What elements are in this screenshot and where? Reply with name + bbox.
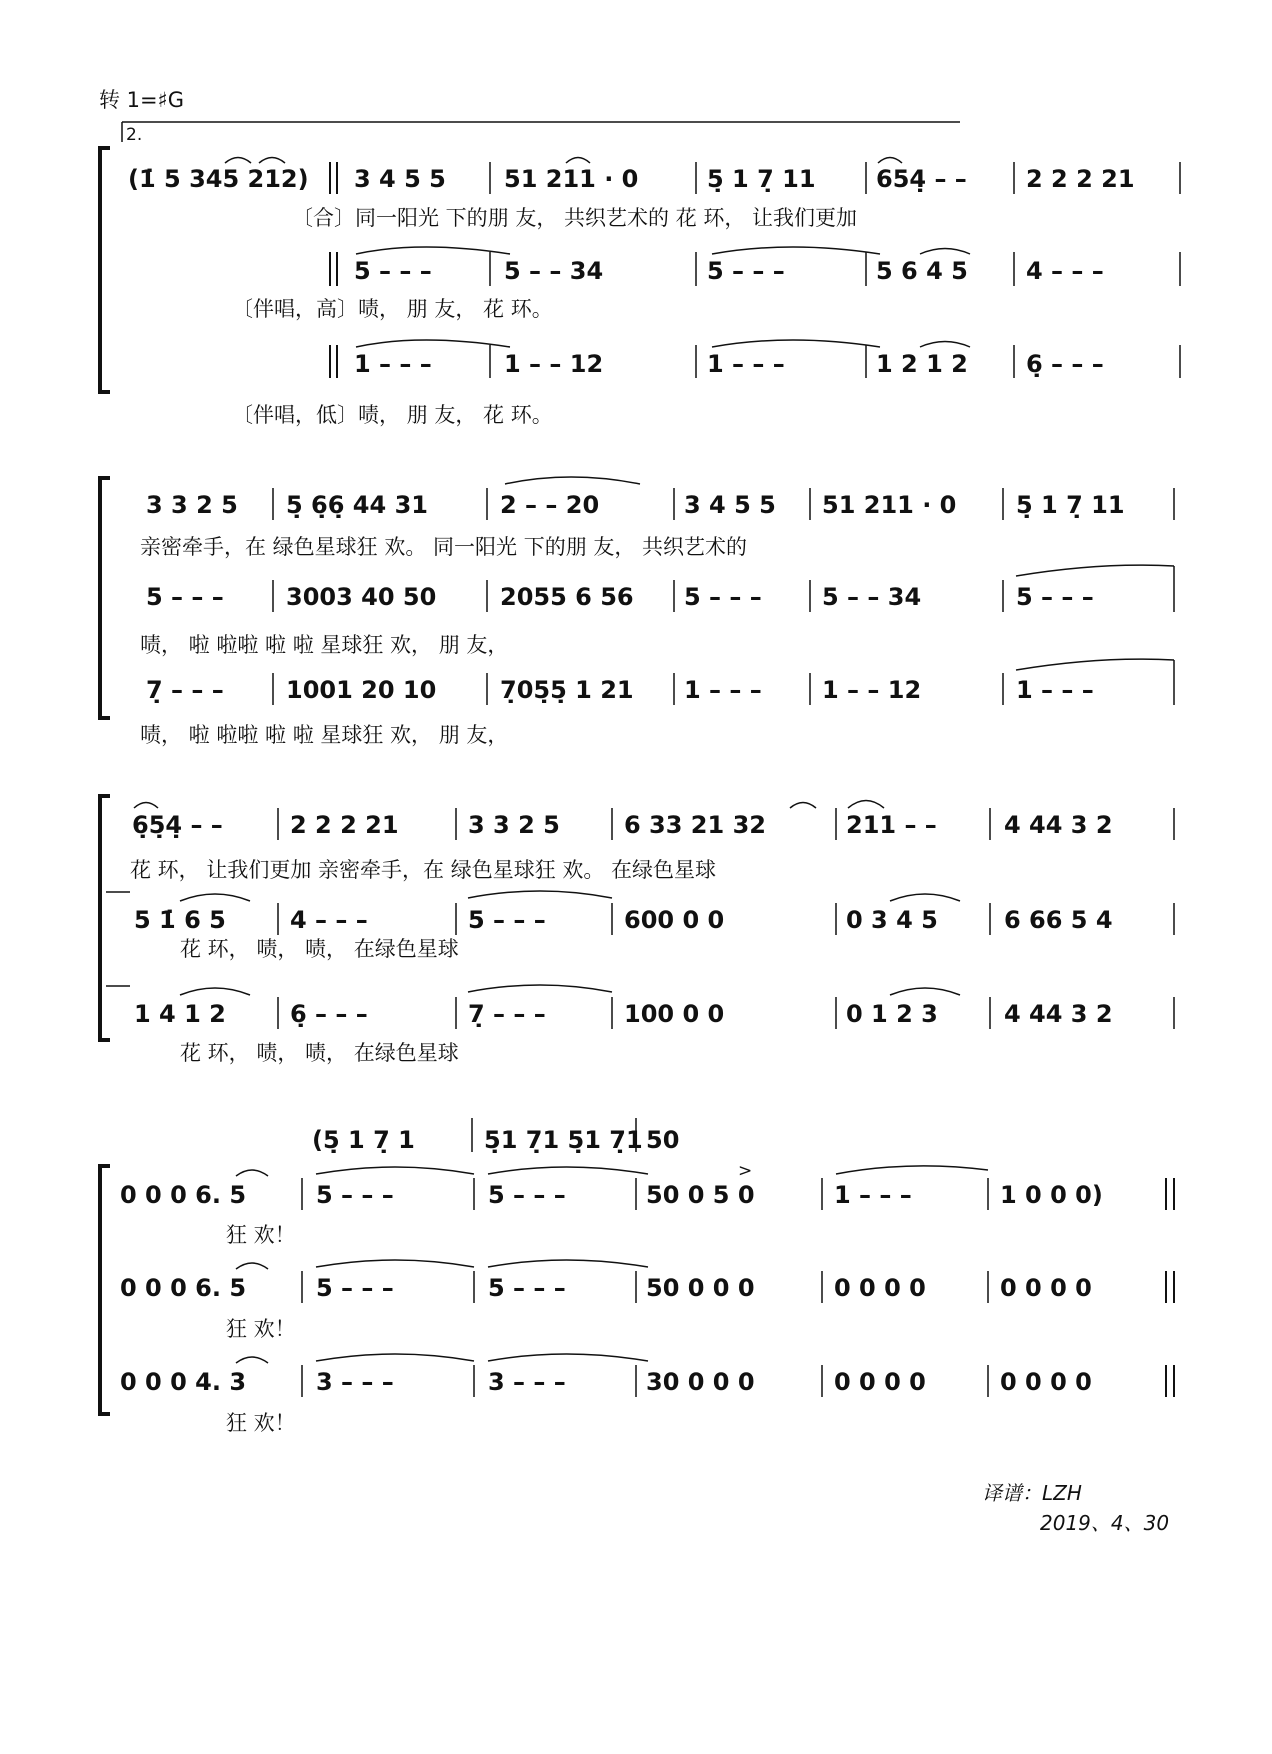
svg-text:100 0 0: 100 0 0 — [624, 1000, 725, 1028]
system-brace — [100, 478, 110, 718]
svg-text:5̣ 1 7̣ 11: 5̣ 1 7̣ 11 — [1016, 491, 1125, 519]
voice-2-lyrics: 〔伴唱，高〕啧， 朋 友， 花 环。 — [232, 297, 553, 321]
svg-text:1 – – 12: 1 – – 12 — [504, 350, 604, 378]
voice-1-notes — [120, 1161, 1174, 1210]
svg-text:6̣5̣4̣ – –: 6̣5̣4̣ – – — [132, 811, 223, 839]
volta-number: 2. — [126, 125, 143, 145]
svg-text:5̣ 6̣6̣ 44 31: 5̣ 6̣6̣ 44 31 — [286, 491, 428, 519]
svg-text:6̣ – – –: 6̣ – – – — [1026, 350, 1104, 378]
svg-text:50: 50 — [646, 1126, 680, 1154]
system-4 — [100, 1118, 1174, 1435]
accompaniment-notes — [312, 1118, 679, 1154]
voice-2-notes — [146, 565, 1174, 612]
svg-text:51 211 · 0: 51 211 · 0 — [822, 491, 957, 519]
svg-text:4 44 3 2: 4 44 3 2 — [1004, 811, 1113, 839]
transcription-date: 2019、4、30 — [1040, 1511, 1170, 1535]
voice-3-lyrics: 啧， 啦 啦啦 啦 啦 星球狂 欢， 朋 友， — [140, 723, 509, 747]
voice-3-lyrics: 狂 欢！ — [226, 1411, 296, 1435]
voice-3-notes — [330, 340, 1180, 378]
voice-2-notes — [330, 247, 1180, 286]
key-change-label: 转 1=♯G — [99, 88, 185, 112]
svg-text:5̣1 7̣1 5̣1 7̣1: 5̣1 7̣1 5̣1 7̣1 — [484, 1126, 643, 1154]
svg-text:0 0 0 0: 0 0 0 0 — [1000, 1274, 1092, 1302]
svg-text:3 – – –: 3 – – – — [488, 1368, 566, 1396]
voice-3-notes — [106, 985, 1174, 1029]
svg-text:4 – – –: 4 – – – — [290, 906, 368, 934]
svg-text:5 6 4 5: 5 6 4 5 — [876, 257, 968, 285]
svg-text:50 0 5 0: 50 0 5 0 — [646, 1181, 755, 1209]
svg-text:5 – – –: 5 – – – — [468, 906, 546, 934]
svg-text:0 3 4 5: 0 3 4 5 — [846, 906, 938, 934]
svg-text:6 66 5 4: 6 66 5 4 — [1004, 906, 1113, 934]
svg-text:0 0 0 6. 5: 0 0 0 6. 5 — [120, 1181, 247, 1209]
voice-2-lyrics: 花 环， 啧， 啧， 在绿色星球 — [180, 937, 459, 961]
svg-text:(5̣ 1 7̣ 1: (5̣ 1 7̣ 1 — [312, 1126, 415, 1154]
svg-text:1 0 0 0): 1 0 0 0) — [1000, 1181, 1103, 1209]
svg-text:600 0 0: 600 0 0 — [624, 906, 725, 934]
svg-text:0 0 0 0: 0 0 0 0 — [834, 1274, 926, 1302]
svg-text:3 – – –: 3 – – – — [316, 1368, 394, 1396]
svg-text:1 4 1 2: 1 4 1 2 — [134, 1000, 226, 1028]
system-brace — [100, 796, 110, 1040]
svg-text:1 – – –: 1 – – – — [834, 1181, 912, 1209]
voice-2-lyrics: 狂 欢！ — [226, 1317, 296, 1341]
svg-text:5 – – –: 5 – – – — [354, 257, 432, 285]
svg-text:0 0 0 4. 3: 0 0 0 4. 3 — [120, 1368, 247, 1396]
svg-text:5 – – –: 5 – – – — [684, 583, 762, 611]
svg-text:51 211 · 0: 51 211 · 0 — [504, 165, 639, 193]
svg-text:5 – – –: 5 – – – — [316, 1181, 394, 1209]
svg-text:1 – – –: 1 – – – — [354, 350, 432, 378]
svg-text:2055 6 56: 2055 6 56 — [500, 583, 634, 611]
svg-text:50 0 0 0: 50 0 0 0 — [646, 1274, 755, 1302]
svg-text:2 2 2 21: 2 2 2 21 — [1026, 165, 1135, 193]
svg-text:5 – – –: 5 – – – — [488, 1181, 566, 1209]
svg-text:5 – – 34: 5 – – 34 — [822, 583, 922, 611]
svg-text:2 – – 20: 2 – – 20 — [500, 491, 600, 519]
svg-text:1 – – –: 1 – – – — [1016, 676, 1094, 704]
svg-text:5 – – –: 5 – – – — [707, 257, 785, 285]
voice-3-lyrics: 花 环， 啧， 啧， 在绿色星球 — [180, 1041, 459, 1065]
svg-text:3 4 5 5: 3 4 5 5 — [684, 491, 776, 519]
voice-2-lyrics: 啧， 啦 啦啦 啦 啦 星球狂 欢， 朋 友， — [140, 633, 509, 657]
svg-text:654̣ – –: 654̣ – – — [876, 165, 967, 193]
svg-text:7̣ – – –: 7̣ – – – — [468, 1000, 546, 1028]
svg-text:5 – – –: 5 – – – — [146, 583, 224, 611]
system-brace — [100, 148, 110, 392]
svg-text:3 3 2 5: 3 3 2 5 — [146, 491, 238, 519]
transcriber-credit: 译谱：LZH — [982, 1481, 1082, 1505]
voice-2-notes — [106, 891, 1174, 935]
svg-text:5 – – –: 5 – – – — [488, 1274, 566, 1302]
svg-text:211 – –: 211 – – — [846, 811, 937, 839]
svg-text:30 0 0 0: 30 0 0 0 — [646, 1368, 755, 1396]
voice-1-notes — [132, 801, 1174, 841]
svg-text:7̣05̣5̣ 1 21: 7̣05̣5̣ 1 21 — [500, 676, 634, 704]
voice-3-lyrics: 〔伴唱，低〕啧， 朋 友， 花 环。 — [232, 403, 553, 427]
system-brace — [100, 1166, 110, 1414]
voice-1-lyrics: 花 环， 让我们更加 亲密牵手，在 绿色星球狂 欢。 在绿色星球 — [130, 858, 717, 882]
voice-3-notes — [146, 659, 1174, 705]
svg-text:1001 20 10: 1001 20 10 — [286, 676, 437, 704]
svg-text:0 0 0 0: 0 0 0 0 — [834, 1368, 926, 1396]
svg-text:7̣ – – –: 7̣ – – – — [146, 676, 224, 704]
svg-text:(1̇ 5 345 212): (1̇ 5 345 212) — [128, 165, 309, 193]
voice-2-notes — [120, 1260, 1174, 1303]
voice-3-notes — [120, 1354, 1174, 1397]
svg-text:4 – – –: 4 – – – — [1026, 257, 1104, 285]
svg-text:0 1 2 3: 0 1 2 3 — [846, 1000, 938, 1028]
svg-text:2 2 2 21: 2 2 2 21 — [290, 811, 399, 839]
svg-text:>: > — [738, 1161, 753, 1181]
voice-1-lyrics: 狂 欢！ — [226, 1223, 296, 1247]
svg-text:0 0 0 0: 0 0 0 0 — [1000, 1368, 1092, 1396]
svg-text:1 2 1 2: 1 2 1 2 — [876, 350, 968, 378]
svg-text:4 44 3 2: 4 44 3 2 — [1004, 1000, 1113, 1028]
svg-text:5 – – –: 5 – – – — [316, 1274, 394, 1302]
system-1 — [100, 148, 1180, 428]
system-3 — [100, 796, 1174, 1066]
system-2 — [100, 477, 1174, 748]
svg-text:5 1̇ 6 5: 5 1̇ 6 5 — [134, 906, 226, 934]
svg-text:1 – – –: 1 – – – — [707, 350, 785, 378]
svg-text:3 3 2 5: 3 3 2 5 — [468, 811, 560, 839]
voice-1-notes — [146, 477, 1174, 520]
voice-1-notes — [128, 158, 1180, 195]
svg-text:3003 40 50: 3003 40 50 — [286, 583, 437, 611]
svg-text:5̣ 1 7̣ 11: 5̣ 1 7̣ 11 — [707, 165, 816, 193]
svg-text:5 – – 34: 5 – – 34 — [504, 257, 604, 285]
voice-1-lyrics: 亲密牵手，在 绿色星球狂 欢。 同一阳光 下的朋 友， 共织艺术的 — [140, 535, 748, 559]
svg-text:1 – – –: 1 – – – — [684, 676, 762, 704]
svg-text:6 33 21 32: 6 33 21 32 — [624, 811, 766, 839]
svg-text:5 – – –: 5 – – – — [1016, 583, 1094, 611]
svg-text:0 0 0 6. 5: 0 0 0 6. 5 — [120, 1274, 247, 1302]
svg-text:6̣ – – –: 6̣ – – – — [290, 1000, 368, 1028]
svg-text:1 – – 12: 1 – – 12 — [822, 676, 922, 704]
svg-text:3 4 5 5: 3 4 5 5 — [354, 165, 446, 193]
voice-1-lyrics: 〔合〕同一阳光 下的朋 友， 共织艺术的 花 环， 让我们更加 — [292, 206, 858, 230]
